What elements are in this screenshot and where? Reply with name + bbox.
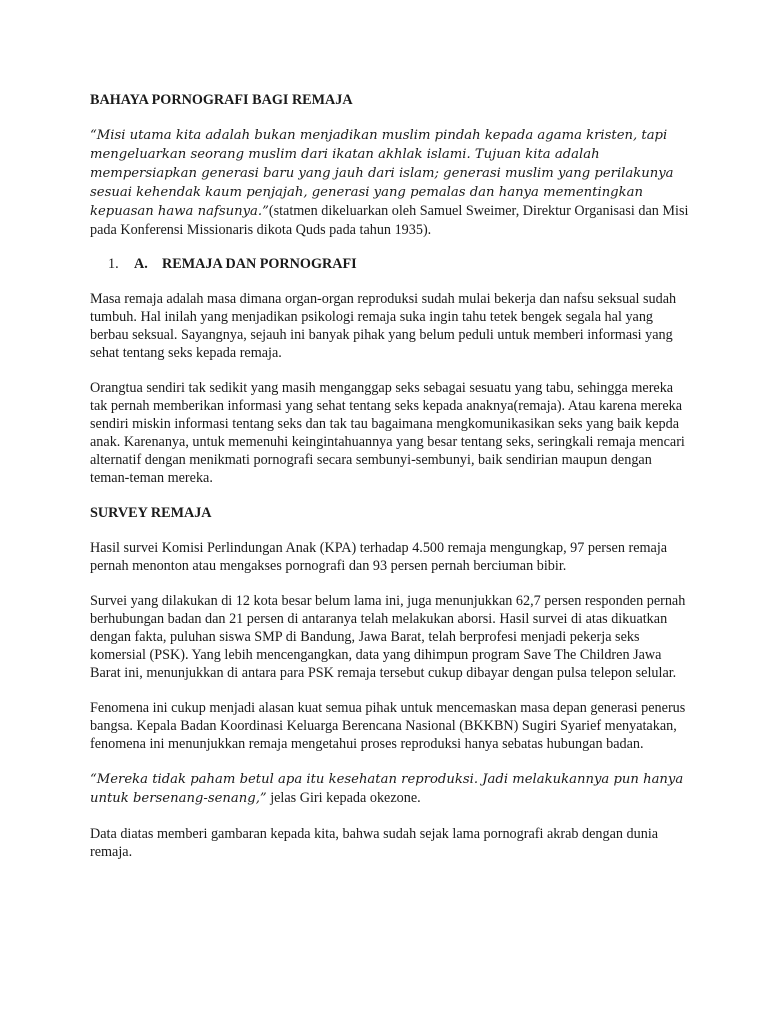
- survey-heading: SURVEY REMAJA: [90, 505, 212, 521]
- intro-source: (statmen dikeluarkan oleh Samuel Sweimer, Direktur Organisasi dan Misi pada Konferensi Missionaris dikota Quds pada tahun 1935).: [90, 203, 689, 238]
- paragraph-6: Data diatas memberi gambaran kepada kita, bahwa sudah sejak lama pornografi akrab dengan dunia remaja.: [90, 826, 659, 860]
- section-letter: A.: [134, 256, 148, 272]
- section-title: REMAJA DAN PORNOGRAFI: [162, 256, 357, 272]
- quote-text: “Mereka tidak paham betul apa itu kesehatan reproduksi. Jadi melakukannya pun hanya untuk bersenang-senang,”: [90, 772, 684, 806]
- paragraph-3: Hasil survei Komisi Perlindungan Anak (KPA) terhadap 4.500 remaja mengungkap, 97 persen remaja pernah menonton atau mengakses pornografi dan 93 persen pernah berciuman bibir.: [90, 540, 668, 574]
- quote-paragraph: [90, 770, 690, 808]
- paragraph-1: Masa remaja adalah masa dimana organ-organ reproduksi sudah mulai bekerja dan nafsu seksual sudah tumbuh. Hal inilah yang menjadikan psikologi remaja suka ingin tahu tetek bengek segala hal yang berbau seksual. Sayangnya, sejauh ini banyak pihak yang belum peduli untuk memberi informasi yang sehat tentang seks kepada remaja.: [90, 291, 677, 361]
- intro-quote: “Misi utama kita adalah bukan menjadikan muslim pindah kepada agama kristen, tapi mengeluarkan seorang muslim dari ikatan akhlak islami. Tujuan kita adalah mempersiapkan generasi baru yang jauh dari islam; generasi muslim yang perilakunya sesuai kehendak kaum penjajah, generasi yang pemalas dan hanya mementingkan kepuasan hawa nafsunya.”: [90, 128, 674, 219]
- paragraph-4: Survei yang dilakukan di 12 kota besar belum lama ini, juga menunjukkan 62,7 persen responden pernah berhubungan badan dan 21 persen di antaranya telah melakukan aborsi. Hasil survei di atas dikuatkan dengan fakta, puluhan siswa SMP di Bandung, Jawa Barat, telah berprofesi menjadi pekerja seks komersial (PSK). Yang lebih mencengangkan, data yang dihimpun program Save The Children Jawa Barat ini, menunjukkan di antara para PSK remaja tersebut cukup dibayar dengan pulsa telepon selular.: [90, 593, 686, 681]
- section-heading-a: [90, 255, 690, 273]
- paragraph-5: Fenomena ini cukup menjadi alasan kuat semua pihak untuk mencemaskan masa depan generasi penerus bangsa. Kepala Badan Koordinasi Keluarga Berencana Nasional (BKKBN) Sugiri Syarief menyatakan, fenomena ini menunjukkan remaja mengetahui proses reproduksi hanya sebatas hubungan badan.: [90, 700, 686, 752]
- paragraph-2: Orangtua sendiri tak sedikit yang masih menganggap seks sebagai sesuatu yang tabu, sehingga mereka tak pernah memberikan informasi yang sehat tentang seks kepada anaknya(remaja). Atau karena mereka sendiri miskin informasi tentang seks dan tak tau bagaimana mengkomunikasikan seks yang baik kepda anak. Karenanya, untuk memenuhi keingintahuannya yang besar tentang seks, seringkali remaja mencari alternatif dengan menikmati pornografi secara sembunyi-sembunyi, baik sendirian maupun dengan teman-teman mereka.: [90, 380, 685, 486]
- intro-paragraph: [90, 126, 690, 239]
- document-page: [90, 91, 690, 878]
- document-title: BAHAYA PORNOGRAFI BAGI REMAJA: [90, 92, 353, 108]
- section-number: 1.: [108, 256, 119, 272]
- quote-source: jelas Giri kepada okezone.: [266, 790, 421, 806]
